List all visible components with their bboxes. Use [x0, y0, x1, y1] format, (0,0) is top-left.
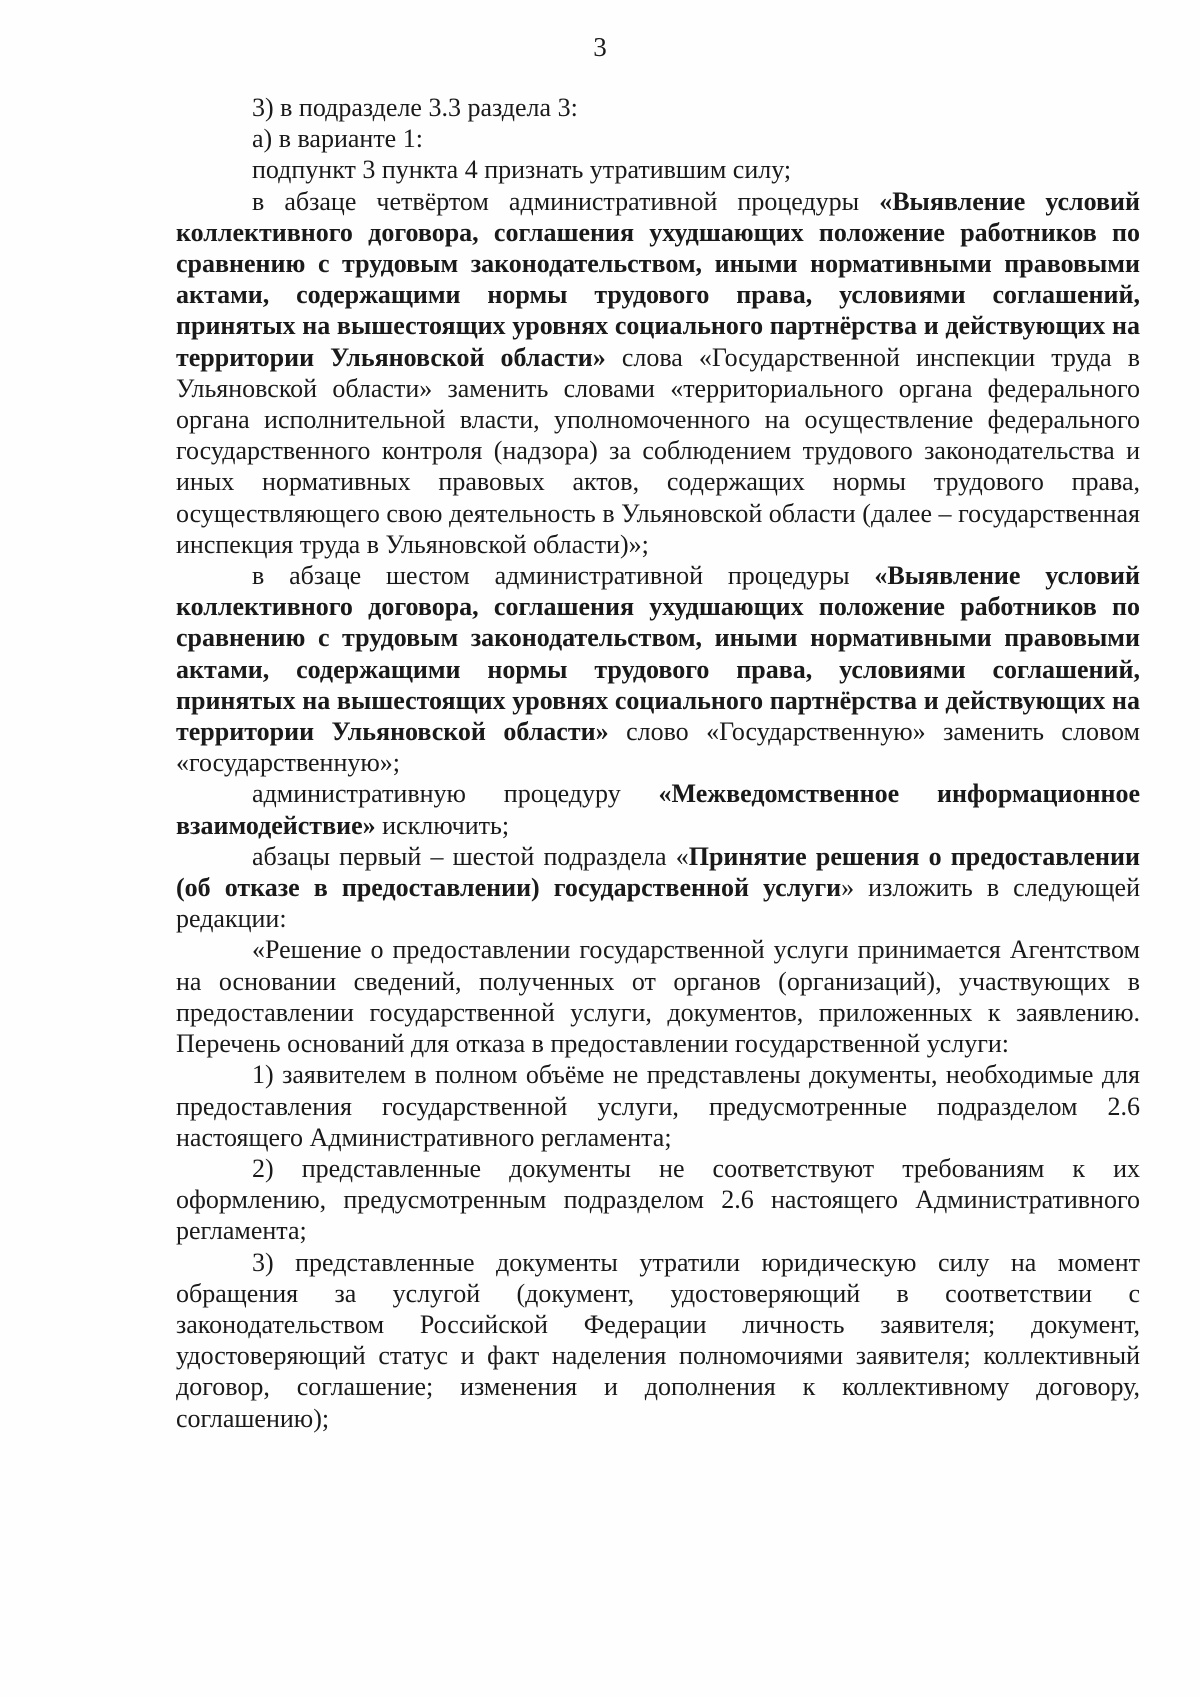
procedure-title-bold: «Межведомственное информационное взаимодействие» — [176, 779, 1140, 840]
text-run: слова «Государственной инспекции труда в Ульяновской области» заменить словами «территориального органа федерального органа исполнительной власти, уполномоченного на осуществление федерального государственного контроля (надзора) за соблюдением трудового законодательства и иных нормативных правовых актов, содержащих нормы трудового права, осуществляющего свою деятельность в Ульяновской области (далее – государственная инспекция труда в Ульяновской области)»; — [176, 342, 1140, 559]
paragraph-exclude-procedure — [176, 778, 1140, 840]
text-run: 2) представленные документы не соответствуют требованиям к их оформлению, предусмотренным подразделом 2.6 настоящего Административного регламента; — [176, 1153, 1140, 1246]
text-run: абзацы первый – шестой подраздела « — [252, 841, 689, 871]
text-run: «Решение о предоставлении государственной услуги принимается Агентством на основании сведений, полученных от органов (организаций), участвующих в предоставлении государственной услуги, документов, приложенных к заявлению. Перечень оснований для отказа в предоставлении государственной услуги: — [176, 935, 1140, 1059]
procedure-title-bold: «Выявление условий коллективного договора, соглашения ухудшающих положение работников по сравнению с трудовым законодательством, иными нормативными правовыми актами, содержащими нормы трудового права, условиями соглашений, принятых на вышестоящих уровнях социального партнёрства и действующих на территории Ульяновской области» — [176, 186, 1140, 372]
text-run: » изложить в следующей редакции: — [176, 873, 1140, 934]
paragraph-subsection-heading — [176, 92, 1140, 123]
text-run: подпункт 3 пункта 4 признать утратившим силу; — [252, 155, 792, 185]
text-run: а) в варианте 1: — [252, 124, 423, 154]
paragraph-repeal-clause — [176, 154, 1140, 185]
text-run: слово «Государственную» заменить словом «государственную»; — [176, 717, 1140, 778]
subsection-title-bold: Принятие решения о предоставлении (об отказе в предоставлении) государственной услуги — [176, 841, 1140, 903]
paragraph-new-wording — [176, 841, 1140, 935]
list-item-ground-3 — [176, 1247, 1140, 1434]
text-run: в абзаце четвёртом административной процедуры — [252, 186, 880, 216]
text-run: 1) заявителем в полном объёме не представлены документы, необходимые для предоставления государственной услуги, предусмотренные подразделом 2.6 настоящего Административного регламента; — [176, 1060, 1140, 1152]
text-run: 3) в подразделе 3.3 раздела 3: — [252, 93, 578, 122]
text-run: административную процедуру — [252, 779, 659, 809]
list-item-ground-2 — [176, 1153, 1140, 1247]
procedure-title-bold: «Выявление условий коллективного договора, соглашения ухудшающих положение работников по сравнению с трудовым законодательством, иными нормативными правовыми актами, содержащими нормы трудового права, условиями соглашений, принятых на вышестоящих уровнях социального партнёрства и действующих на территории Ульяновской области» — [176, 561, 1140, 747]
paragraph-amendment-fourth — [176, 186, 1140, 560]
text-run: исключить; — [375, 810, 510, 840]
paragraph-variant-heading — [176, 123, 1140, 154]
document-body — [176, 92, 1140, 1434]
text-run: в абзаце шестом административной процедуры — [252, 561, 875, 591]
text-run: 3) представленные документы утратили юридическую силу на момент обращения за услугой (документ, удостоверяющий в соответствии с законодательством Российской Федерации личность заявителя; документ, удостоверяющий статус и факт наделения полномочиями заявителя; коллективный договор, соглашение; изменения и дополнения к коллективному договору, соглашению); — [176, 1247, 1140, 1433]
page-number: 3 — [593, 32, 607, 62]
paragraph-amendment-sixth — [176, 560, 1140, 778]
paragraph-decision — [176, 934, 1140, 1059]
list-item-ground-1 — [176, 1059, 1140, 1153]
